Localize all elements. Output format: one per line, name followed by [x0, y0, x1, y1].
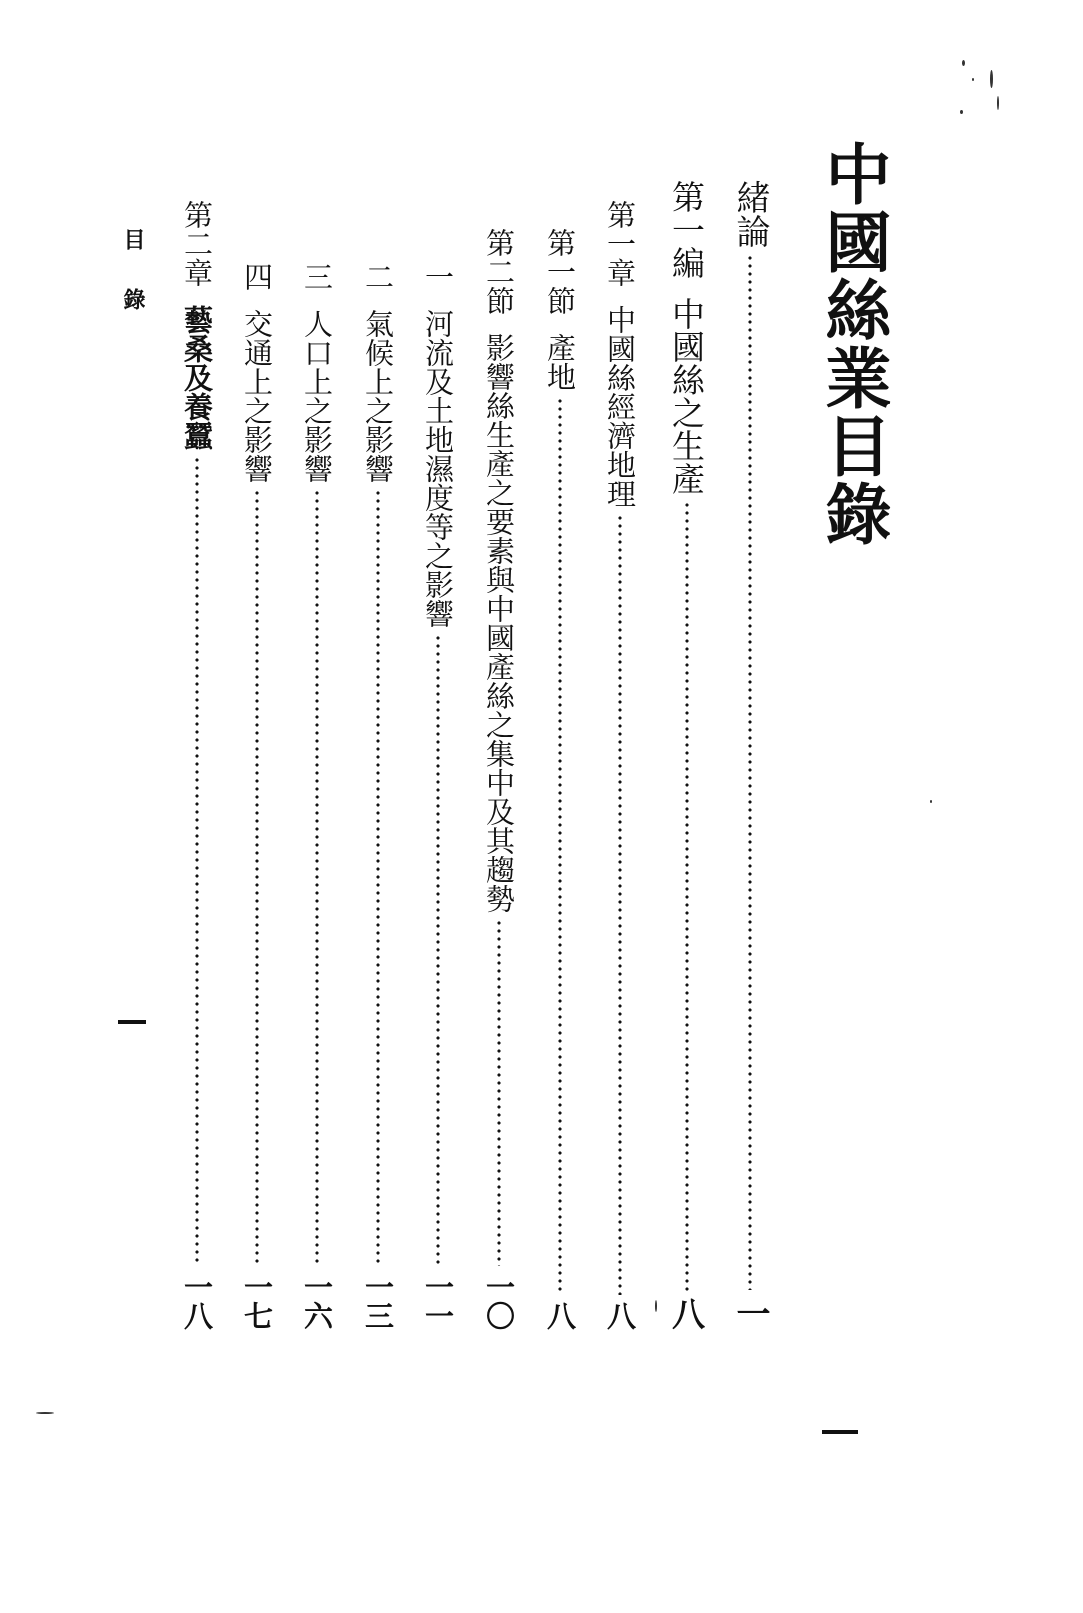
folio-mark: [118, 1020, 146, 1024]
toc-entry-title: 交通上之影響: [240, 309, 274, 483]
toc-entry-label: 緒論: [730, 180, 770, 248]
toc-entry-label: 三: [300, 262, 334, 291]
toc-entry-section-1[interactable]: [543, 228, 577, 1330]
toc-entry-page: 八: [667, 1297, 706, 1330]
toc-entry-title: 中國絲之生產: [667, 297, 706, 495]
toc-entry-title: 產地: [543, 333, 577, 391]
toc-entry-label: 第一章: [603, 200, 637, 287]
book-title: 中國絲業目錄: [814, 140, 892, 548]
toc-entry-part-1[interactable]: [667, 180, 706, 1330]
toc-entry-label: 四: [240, 262, 274, 291]
scan-speck: [972, 78, 974, 81]
dot-leader: [748, 254, 752, 1290]
toc-entry-page: 八: [603, 1301, 637, 1330]
dot-leader: [497, 919, 501, 1266]
dot-leader: [685, 501, 689, 1291]
scan-speck: [930, 800, 932, 803]
dot-leader: [195, 456, 199, 1266]
dot-leader: [376, 489, 380, 1266]
toc-entry-label: 第二節: [482, 228, 516, 315]
toc-entry-title: 藝桑及養蠶: [180, 305, 214, 450]
toc-entry-label: 一: [421, 262, 455, 291]
toc-entry-label: 二: [361, 262, 395, 291]
scan-speck: [997, 96, 999, 110]
toc-entry-page: 一一: [421, 1272, 455, 1330]
scan-speck: [990, 70, 993, 88]
dot-leader: [558, 397, 562, 1295]
toc-entry-page: 一七: [240, 1272, 274, 1330]
scan-speck: [36, 1412, 54, 1414]
toc-entry-title: 人口上之影響: [300, 309, 334, 483]
scan-speck: [962, 60, 965, 66]
toc-entry-item-1[interactable]: [421, 262, 455, 1330]
toc-entry-item-2[interactable]: [361, 262, 395, 1330]
toc-entry-introduction[interactable]: [730, 180, 770, 1330]
toc-entry-page: 一: [730, 1296, 770, 1330]
toc-entry-title: 氣候上之影響: [361, 309, 395, 483]
toc-entry-page: 一八: [180, 1272, 214, 1330]
running-head: 目錄: [120, 228, 146, 348]
dot-leader: [436, 634, 440, 1266]
dot-leader: [618, 514, 622, 1295]
toc-entry-label: 第二章: [180, 200, 214, 287]
toc-entry-page: 一六: [300, 1272, 334, 1330]
toc-entry-title: 影響絲生產之要素與中國產絲之集中及其趨勢: [482, 333, 516, 913]
scan-speck: [960, 110, 963, 114]
toc-entry-item-4[interactable]: [240, 262, 274, 1330]
toc-entry-title: 河流及土地濕度等之影響: [421, 309, 455, 628]
toc-entry-title: 中國絲經濟地理: [603, 305, 637, 508]
toc-entry-page: 八: [543, 1301, 577, 1330]
toc-entry-section-2[interactable]: [482, 228, 516, 1330]
toc-entry-page: 一三: [361, 1272, 395, 1330]
dot-leader: [315, 489, 319, 1266]
margin-mark: [822, 1430, 858, 1434]
toc-entry-chapter-2[interactable]: [180, 200, 214, 1330]
toc-entry-item-3[interactable]: [300, 262, 334, 1330]
dot-leader: [255, 489, 259, 1266]
toc-entry-page: 一〇: [482, 1272, 516, 1330]
toc-entry-chapter-1[interactable]: [603, 200, 637, 1330]
toc-entry-label: 第一節: [543, 228, 577, 315]
scan-speck: [655, 1300, 657, 1312]
toc-entry-label: 第一編: [667, 180, 706, 279]
